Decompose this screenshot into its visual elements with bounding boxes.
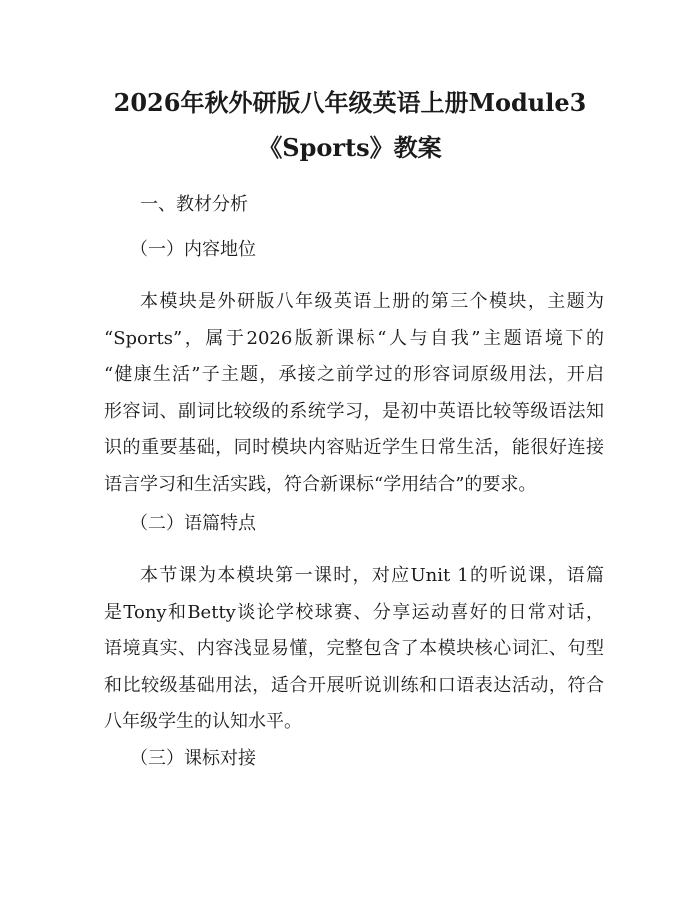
paragraph-line: 是Tony和Betty谈论学校球赛、分享运动喜好的日常对话， xyxy=(104,601,604,623)
paragraph-line: 本模块是外研版八年级英语上册的第三个模块，主题为 xyxy=(140,291,604,312)
paragraph-line: 八年级学生的认知水平。 xyxy=(104,711,302,732)
subsection-heading-discourse-features: （二）语篇特点 xyxy=(130,513,256,534)
paragraph-line: 形容词、副词比较级的系统学习，是初中英语比较等级语法知 xyxy=(104,400,604,422)
document-title-line-1: 2026年秋外研版八年级英语上册Module3 xyxy=(113,88,587,117)
paragraph-line: 语境真实、内容浅显易懂，完整包含了本模块核心词汇、句型 xyxy=(104,638,604,659)
subsection-heading-content-position: （一）内容地位 xyxy=(130,239,256,260)
paragraph-line: 识的重要基础，同时模块内容贴近学生日常生活，能很好连接 xyxy=(104,437,604,458)
paragraph-discourse-features xyxy=(104,558,604,741)
document-title-line-2: 《Sports》教案 xyxy=(258,133,442,162)
paragraph-line: “Sports”，属于2026版新课标“人与自我”主题语境下的 xyxy=(104,327,604,349)
paragraph-line: 和比较级基础用法，适合开展听说训练和口语表达活动，符合 xyxy=(104,674,604,696)
paragraph-line: 本节课为本模块第一课时，对应Unit 1的听说课，语篇 xyxy=(140,565,604,586)
section-heading-textbook-analysis: 一、教材分析 xyxy=(140,194,248,215)
paragraph-line: 语言学习和生活实践，符合新课标“学用结合”的要求。 xyxy=(104,473,537,495)
paragraph-content-position xyxy=(104,284,604,503)
paragraph-line: “健康生活”子主题，承接之前学过的形容词原级用法，开启 xyxy=(104,364,604,385)
subsection-heading-curriculum-alignment: （三）课标对接 xyxy=(130,748,256,769)
